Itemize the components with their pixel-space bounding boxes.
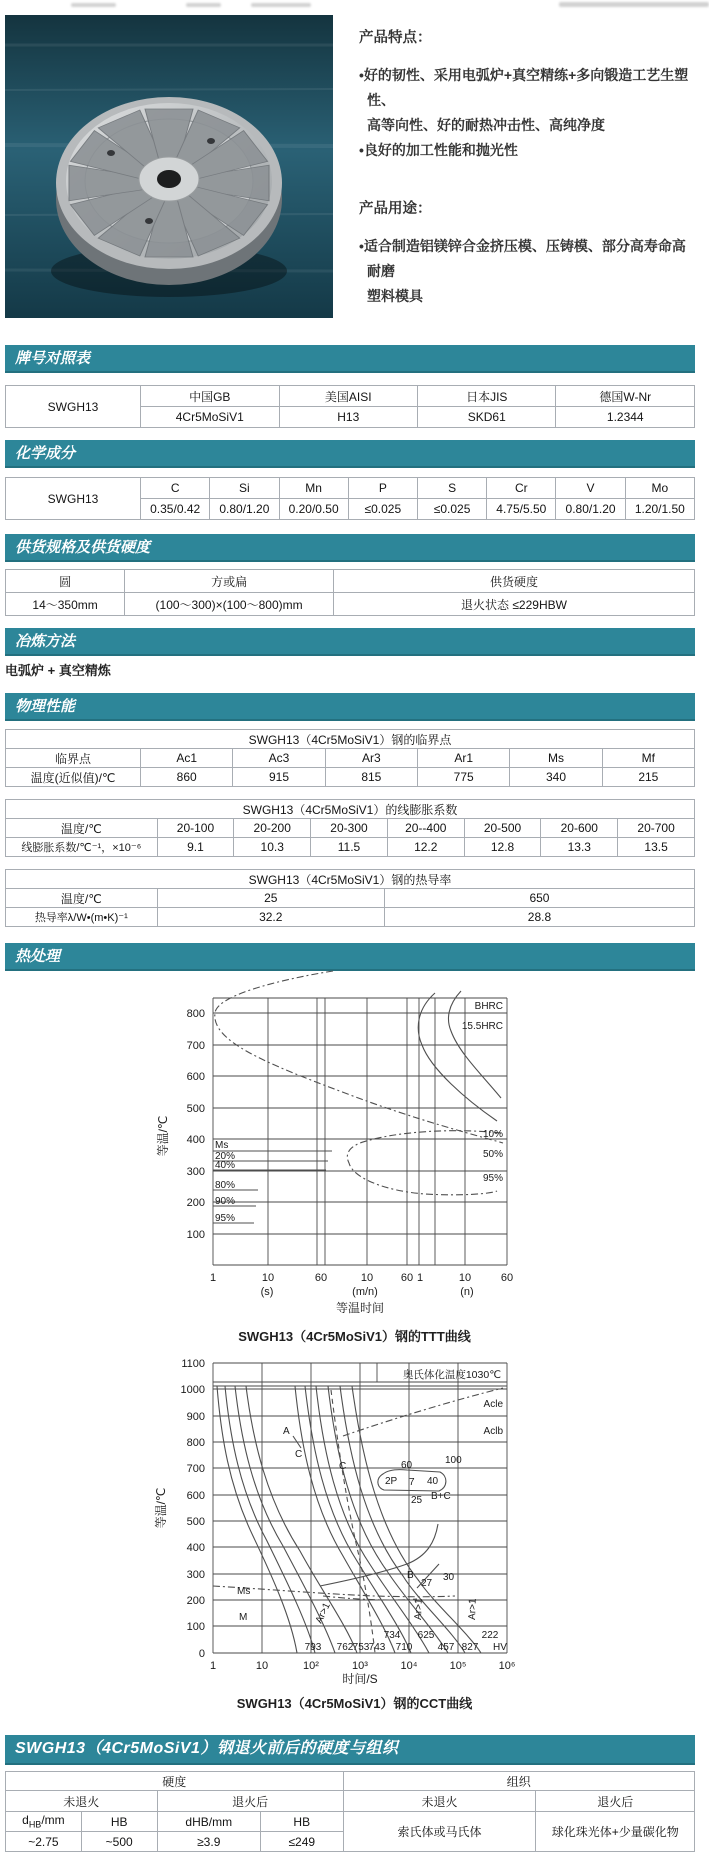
- grade-value: 1.2344: [556, 407, 695, 428]
- ttt-right-label: 95%: [482, 1173, 503, 1184]
- cct-ytick: 200: [186, 1595, 205, 1607]
- expansion-row-label: 温度/℃: [6, 819, 158, 838]
- expansion-range: 20-300: [311, 819, 388, 838]
- cct-xtick: 10⁵: [449, 1660, 466, 1672]
- chem-value: 0.80/1.20: [210, 499, 279, 520]
- chem-value: 4.75/5.50: [487, 499, 556, 520]
- cct-ytick: 600: [186, 1490, 205, 1502]
- cropped-text-remnant: [559, 2, 709, 7]
- cct-xtick: 10: [255, 1660, 268, 1672]
- cct-ytick: 0: [198, 1648, 205, 1660]
- supply-header: 供货硬度: [333, 570, 694, 593]
- cct-region-label: B+C: [430, 1491, 451, 1502]
- ttt-xtick: 1: [416, 1272, 423, 1284]
- ttt-ytick: 100: [186, 1229, 205, 1241]
- ttt-xunit: (n): [459, 1286, 474, 1298]
- cct-chart: [1, 1356, 708, 1691]
- cct-ytick: 1000: [180, 1384, 205, 1396]
- grade-brand-cell: SWGH13: [6, 386, 141, 428]
- section-banner-heat-treatment: 热处理: [5, 943, 695, 971]
- ttt-ytick: 200: [186, 1197, 205, 1209]
- supply-value: (100～300)×(100～800)mm: [125, 593, 334, 616]
- ttt-xlabel: 等温时间: [335, 1301, 384, 1315]
- expansion-value: 13.3: [541, 838, 618, 857]
- anneal-hardness-structure-table: [5, 1771, 695, 1852]
- critical-temp: 915: [233, 768, 325, 787]
- expansion-range: 20--400: [387, 819, 464, 838]
- section-banner-anneal: SWGH13（4Cr5MoSiV1）钢退火前后的硬度与组织: [5, 1735, 695, 1765]
- cct-region-label: 30: [442, 1572, 454, 1583]
- ttt-ylabel: 等温/℃: [155, 1115, 170, 1157]
- chem-value: 0.20/0.50: [279, 499, 348, 520]
- dhb-column-label: $d_{HB}/mm$: [6, 1812, 82, 1832]
- grade-value: H13: [279, 407, 417, 428]
- uses-title: 产品用途：: [359, 201, 432, 217]
- product-intro: [333, 12, 708, 318]
- chem-element: Mo: [625, 478, 694, 499]
- expansion-range: 20-100: [157, 819, 234, 838]
- dhb-column-label: dHB/mm: [157, 1812, 260, 1832]
- ttt-right-label: BHRC: [474, 1001, 503, 1012]
- hardness-value: ≥3.9: [157, 1832, 260, 1852]
- cct-region-label: M: [238, 1612, 247, 1623]
- ttt-xunit: (s): [260, 1286, 273, 1298]
- expansion-range: 20-700: [618, 819, 695, 838]
- critical-point: Ac3: [233, 749, 325, 768]
- critical-point: Ar3: [325, 749, 417, 768]
- expansion-value: 12.2: [387, 838, 464, 857]
- ttt-xtick: 10: [360, 1272, 373, 1284]
- ttt-ytick: 600: [186, 1071, 205, 1083]
- expansion-coef-label: 线膨胀系数/℃⁻¹，×10⁻⁶: [6, 838, 158, 857]
- cct-annotation: 奥氏体化温度1030℃: [402, 1369, 501, 1381]
- ttt-left-label: 80%: [214, 1180, 235, 1191]
- expansion-value: 13.5: [618, 838, 695, 857]
- critical-temp: 815: [325, 768, 417, 787]
- feature-item: •良好的加工性能和抛光性: [359, 142, 518, 158]
- cct-region-label: 100: [444, 1455, 462, 1466]
- cct-region-label: Ms: [236, 1586, 250, 1597]
- grade-header: 日本JIS: [418, 386, 556, 407]
- cct-hv-value: 222: [481, 1630, 498, 1641]
- chem-element: P: [348, 478, 417, 499]
- chem-value: 0.80/1.20: [556, 499, 625, 520]
- ttt-left-label: Ms: [214, 1140, 228, 1151]
- ttt-ytick: 300: [186, 1166, 205, 1178]
- pre-anneal-header: 未退火: [6, 1791, 158, 1812]
- supply-header: 圆: [6, 570, 125, 593]
- ttt-xunit: (m/n): [351, 1286, 378, 1298]
- use-item: •适合制造铝镁锌合金挤压模、压铸模、部分高寿命高耐磨: [359, 238, 686, 279]
- cct-ytick: 700: [186, 1463, 205, 1475]
- cct-region-label: Aclb: [483, 1426, 503, 1437]
- cct-xtick: 1: [209, 1660, 216, 1672]
- critical-point: Mf: [602, 749, 694, 768]
- supply-value: 退火状态 ≤229HBW: [333, 593, 694, 616]
- cct-hv-value: 710: [395, 1642, 412, 1653]
- cct-ytick: 300: [186, 1569, 205, 1581]
- expansion-range: 20-600: [541, 819, 618, 838]
- cct-ytick: 400: [186, 1542, 205, 1554]
- critical-temp: 215: [602, 768, 694, 787]
- expansion-value: 10.3: [234, 838, 311, 857]
- spec-content: [5, 345, 695, 971]
- ttt-xtick: 10: [458, 1272, 471, 1284]
- grade-value: 4Cr5MoSiV1: [141, 407, 279, 428]
- structure-header: 组织: [343, 1772, 694, 1791]
- cct-xtick: 10³: [351, 1660, 368, 1672]
- grade-header: 中国GB: [141, 386, 279, 407]
- cct-region-label: A: [282, 1426, 290, 1437]
- cct-region-label: C: [294, 1449, 302, 1460]
- section-banner-grade: 牌号对照表: [5, 345, 695, 373]
- conductivity-temp: 25: [157, 889, 384, 908]
- ttt-xtick: 60: [500, 1272, 513, 1284]
- ttt-left-label: 95%: [214, 1213, 235, 1224]
- critical-point: Ar1: [418, 749, 510, 768]
- ttt-left-label: 40%: [214, 1160, 235, 1171]
- ttt-xtick: 10: [261, 1272, 274, 1284]
- ttt-xtick: 1: [209, 1272, 216, 1284]
- structure-pre-header: 未退火: [343, 1791, 536, 1812]
- ttt-right-label: 15.5HRC: [461, 1021, 503, 1032]
- structure-pre-value: 索氏体或马氏体: [343, 1812, 536, 1852]
- grade-header: 德国W-Nr: [556, 386, 695, 407]
- ttt-chart-svg: [145, 971, 565, 1321]
- expansion-range: 20-200: [234, 819, 311, 838]
- cct-ytick: 800: [186, 1437, 205, 1449]
- feature-item: •好的韧性、采用电弧炉+真空精练+多向锻造工艺生塑性、: [359, 67, 689, 108]
- section-banner-chemistry: 化学成分: [5, 440, 695, 468]
- section-banner-physical: 物理性能: [5, 693, 695, 721]
- cct-ytick: 500: [186, 1516, 205, 1528]
- cct-ytick: 100: [186, 1621, 205, 1633]
- ttt-xtick: 60: [314, 1272, 327, 1284]
- chem-element: Mn: [279, 478, 348, 499]
- ttt-xtick: 60: [400, 1272, 413, 1284]
- cct-chart-svg: [145, 1356, 565, 1686]
- critical-row-label: 临界点: [6, 749, 141, 768]
- critical-temp: 860: [141, 768, 233, 787]
- cct-hv-value: 625: [417, 1630, 434, 1641]
- cropped-text-remnant: [186, 3, 221, 7]
- chem-element: Si: [210, 478, 279, 499]
- cct-xtick: 10⁴: [400, 1660, 417, 1672]
- critical-title: SWGH13（4Cr5MoSiV1）钢的临界点: [6, 730, 695, 749]
- cropped-header-strip: [1, 0, 708, 12]
- chem-value: ≤0.025: [417, 499, 486, 520]
- cct-xtick: 10²: [302, 1660, 319, 1672]
- conductivity-label: 热导率λ/W•(m•K)⁻¹: [6, 908, 158, 927]
- cct-region-label: 7: [408, 1477, 415, 1488]
- smelting-method-text: 电弧炉 + 真空精炼: [5, 663, 111, 678]
- cct-region-label: Acle: [483, 1399, 503, 1410]
- section-banner-supply: 供货规格及供货硬度: [5, 534, 695, 562]
- features-title: 产品特点：: [359, 30, 432, 46]
- use-item-wrap: 塑料模具: [367, 288, 423, 304]
- expansion-value: 11.5: [311, 838, 388, 857]
- conductivity-title: SWGH13（4Cr5MoSiV1）钢的热导率: [6, 870, 695, 889]
- chem-value: 1.20/1.50: [625, 499, 694, 520]
- ttt-left-label: 20%: [214, 1151, 235, 1162]
- chem-value: 0.35/0.42: [141, 499, 210, 520]
- hardness-value: ~2.75: [6, 1832, 82, 1852]
- cct-region-label: 40: [426, 1476, 438, 1487]
- chem-element: C: [141, 478, 210, 499]
- ttt-right-label: 50%: [482, 1149, 503, 1160]
- chem-element: Cr: [487, 478, 556, 499]
- product-datasheet-page: [1, 0, 708, 1849]
- chem-element: S: [417, 478, 486, 499]
- ttt-chart-caption: SWGH13（4Cr5MoSiV1）钢的TTT曲线: [238, 1329, 471, 1344]
- chemical-composition-table: [5, 477, 695, 520]
- cct-ytick: 1100: [180, 1358, 205, 1370]
- grade-header: 美国AISI: [279, 386, 417, 407]
- cct-hv-value: 753: [352, 1642, 369, 1653]
- cct-xlabel: 时间/S: [341, 1672, 378, 1686]
- cropped-text-remnant: [71, 3, 116, 7]
- cct-region-label: 60: [400, 1460, 412, 1471]
- conductivity-row-label: 温度/℃: [6, 889, 158, 908]
- chem-element: V: [556, 478, 625, 499]
- cct-hv-value: 827: [461, 1642, 478, 1653]
- cct-hv-value: 793: [304, 1642, 321, 1653]
- expansion-value: 9.1: [157, 838, 234, 857]
- cct-xtick: 10⁶: [498, 1660, 515, 1672]
- hardness-value: ≤249: [260, 1832, 343, 1852]
- cct-region-label: B: [406, 1570, 414, 1581]
- ttt-chart: [1, 971, 708, 1326]
- cct-ytick: 900: [186, 1411, 205, 1423]
- cct-region-label: C: [338, 1461, 346, 1472]
- ttt-left-label: 90%: [214, 1196, 235, 1207]
- hb-column-label: HB: [260, 1812, 343, 1832]
- cct-region-label: Ar>1: [313, 1601, 333, 1626]
- cct-region-label: 2P: [384, 1476, 397, 1487]
- conductivity-value: 28.8: [384, 908, 694, 927]
- chem-value: ≤0.025: [348, 499, 417, 520]
- critical-point: Ac1: [141, 749, 233, 768]
- hb-column-label: HB: [81, 1812, 157, 1832]
- ttt-ytick: 800: [186, 1008, 205, 1020]
- cct-region-label: 27: [420, 1578, 432, 1589]
- cct-hv-value: 743: [368, 1642, 385, 1653]
- structure-post-value: 球化珠光体+少量碳化物: [536, 1812, 695, 1852]
- hero-section: [1, 12, 708, 318]
- critical-temp-label: 温度(近似值)/℃: [6, 768, 141, 787]
- feature-item-wrap: 高等向性、好的耐热冲击性、高纯净度: [367, 117, 605, 133]
- grade-value: SKD61: [418, 407, 556, 428]
- supply-spec-table: [5, 569, 695, 616]
- thermal-expansion-table: [5, 799, 695, 857]
- section-banner-smelting: 冶炼方法: [5, 628, 695, 656]
- conductivity-value: 32.2: [157, 908, 384, 927]
- cct-region-label: Ar>1: [412, 1598, 425, 1621]
- cct-hv-value: 762: [336, 1642, 353, 1653]
- critical-points-table: [5, 729, 695, 787]
- cct-region-label: 25: [410, 1495, 422, 1506]
- supply-value: 14～350mm: [6, 593, 125, 616]
- expansion-range: 20-500: [464, 819, 541, 838]
- chem-brand-cell: SWGH13: [6, 478, 141, 520]
- expansion-title: SWGH13（4Cr5MoSiV1）的线膨胀系数: [6, 800, 695, 819]
- cct-hv-unit: HV: [492, 1642, 507, 1653]
- grade-comparison-table: [5, 385, 695, 428]
- critical-point: Ms: [510, 749, 602, 768]
- hardness-value: ~500: [81, 1832, 157, 1852]
- cct-ylabel: 等温/℃: [153, 1487, 168, 1529]
- cct-chart-caption: SWGH13（4Cr5MoSiV1）钢的CCT曲线: [236, 1696, 473, 1711]
- ttt-right-label: 10%: [482, 1129, 503, 1140]
- cropped-text-remnant: [251, 3, 311, 7]
- expansion-value: 12.8: [464, 838, 541, 857]
- cct-hv-value: 734: [383, 1630, 400, 1641]
- conductivity-temp: 650: [384, 889, 694, 908]
- thermal-conductivity-table: [5, 869, 695, 927]
- hardness-header: 硬度: [6, 1772, 344, 1791]
- critical-temp: 340: [510, 768, 602, 787]
- ttt-ytick: 500: [186, 1103, 205, 1115]
- supply-header: 方或扁: [125, 570, 334, 593]
- ttt-ytick: 700: [186, 1040, 205, 1052]
- post-anneal-header: 退火后: [157, 1791, 343, 1812]
- ttt-ytick: 400: [186, 1134, 205, 1146]
- structure-post-header: 退火后: [536, 1791, 695, 1812]
- product-photo: [5, 15, 333, 318]
- critical-temp: 775: [418, 768, 510, 787]
- cct-hv-value: 457: [437, 1642, 454, 1653]
- cct-region-label: Ar>1: [466, 1598, 479, 1621]
